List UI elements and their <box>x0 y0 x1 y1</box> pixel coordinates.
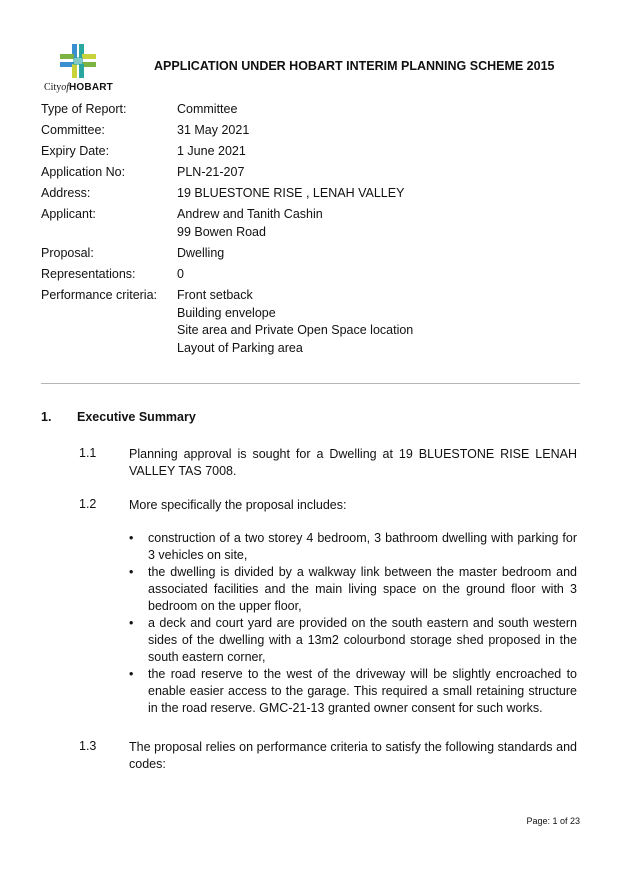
detail-value-line: 0 <box>177 267 184 281</box>
detail-value-line: Building envelope <box>177 305 276 320</box>
detail-label: Type of Report: <box>41 102 127 116</box>
paragraph-number: 1.2 <box>79 497 97 511</box>
detail-value-line: Andrew and Tanith Cashin <box>177 207 323 221</box>
detail-label: Proposal: <box>41 246 94 260</box>
section-number: 1. <box>41 410 52 424</box>
detail-label: Performance criteria: <box>41 288 158 302</box>
bullet-icon: • <box>129 565 134 579</box>
detail-value-line: 99 Bowen Road <box>177 224 266 239</box>
page-heading: APPLICATION UNDER HOBART INTERIM PLANNING SCHEME 2015 <box>154 59 555 73</box>
detail-value-line: PLN-21-207 <box>177 165 245 179</box>
detail-label: Application No: <box>41 165 126 179</box>
detail-value <box>177 246 224 264</box>
bullet-icon: • <box>129 616 134 630</box>
detail-label: Representations: <box>41 267 136 281</box>
detail-value <box>177 186 404 204</box>
detail-label: Committee: <box>41 123 105 137</box>
detail-value-line: Committee <box>177 102 238 116</box>
detail-value-line: 1 June 2021 <box>177 144 246 158</box>
detail-label: Address: <box>41 186 91 200</box>
logo-wordmark: CityofHOBART <box>44 82 113 93</box>
detail-value-line: Dwelling <box>177 246 225 260</box>
paragraph-text: Planning approval is sought for a Dwelling at 19 BLUESTONE RISE LENAH VALLEY TAS 7008. <box>129 447 577 478</box>
detail-value <box>177 102 237 120</box>
hobart-grid-icon <box>60 44 96 80</box>
bullet-icon: • <box>129 531 134 545</box>
detail-value <box>177 288 413 358</box>
paragraph-number: 1.3 <box>79 739 97 753</box>
detail-value <box>177 267 184 285</box>
detail-value-line: 31 May 2021 <box>177 123 250 137</box>
list-item: • the road reserve to the west of the driveway will be slightly encroached to enable easier access to the garage. This required a small retaining structure in the road reserve. GMC-21-13 granted owner consent for such works. <box>129 667 577 715</box>
detail-value-line: Layout of Parking area <box>177 340 303 355</box>
page-number-footer: Page: 1 of 23 <box>526 816 580 826</box>
paragraph-text: The proposal relies on performance criteria to satisfy the following standards and codes: <box>129 740 577 771</box>
section-title: Executive Summary <box>77 410 196 424</box>
list-item: • the dwelling is divided by a walkway link between the master bedroom and associated facilities and the main living space on the ground floor with 3 bedroom on the upper floor, <box>129 565 577 613</box>
paragraph-number: 1.1 <box>79 446 97 460</box>
detail-value <box>177 207 323 242</box>
detail-value <box>177 144 246 162</box>
section-divider <box>41 383 580 384</box>
list-item: • a deck and court yard are provided on the south eastern and south western sides of the dwelling with a 13m2 colourbond storage shed proposed in the south eastern corner, <box>129 616 577 664</box>
detail-value-line: 19 BLUESTONE RISE , LENAH VALLEY <box>177 186 405 200</box>
detail-label: Expiry Date: <box>41 144 110 158</box>
detail-value-line: Front setback <box>177 288 253 302</box>
proposal-bullet-list <box>129 530 577 717</box>
detail-value <box>177 123 249 141</box>
city-of-hobart-logo <box>44 44 113 96</box>
detail-value-line: Site area and Private Open Space location <box>177 323 414 337</box>
list-item: • construction of a two storey 4 bedroom, 3 bathroom dwelling with parking for 3 vehicles on site, <box>129 531 577 562</box>
paragraph-text: More specifically the proposal includes: <box>129 498 347 512</box>
bullet-icon: • <box>129 667 134 681</box>
detail-value <box>177 165 244 183</box>
detail-label: Applicant: <box>41 207 96 221</box>
